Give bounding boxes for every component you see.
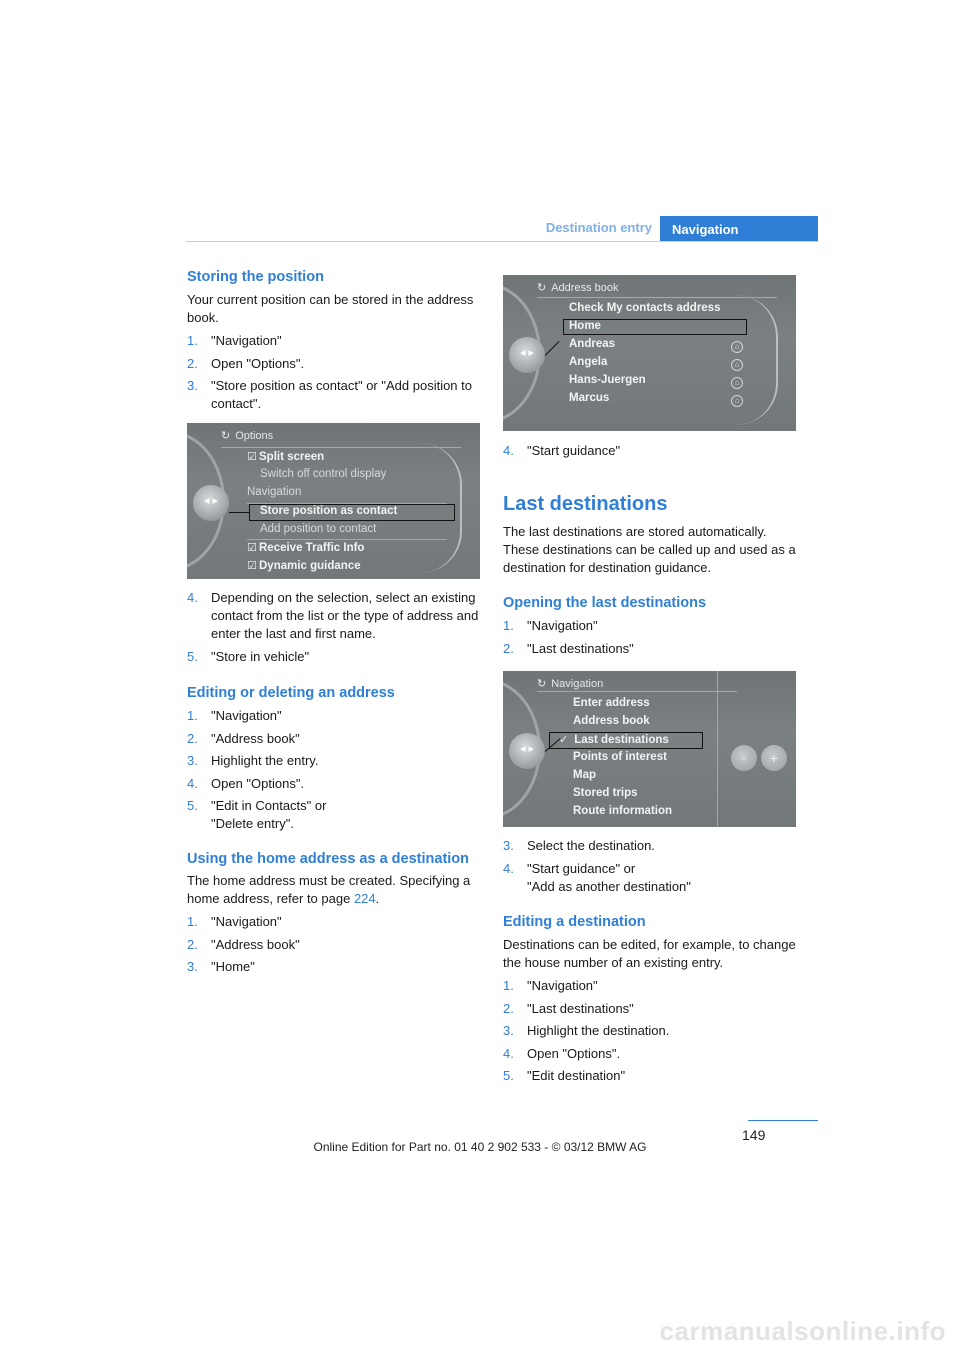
- list-item: 2. Open "Options".: [187, 355, 305, 371]
- storing-steps-2: [187, 589, 483, 666]
- zoom-out-icon: ◦: [731, 745, 757, 771]
- list-item: 2. "Address book": [187, 936, 300, 952]
- menu-item-route-information: Route information: [573, 805, 673, 817]
- list-item: 3. Select the destination.: [503, 838, 655, 853]
- list-item: 4. Open "Options".: [503, 1045, 621, 1061]
- menu-item-switch-off: Switch off control display: [260, 468, 387, 480]
- last-destinations-section: [503, 492, 799, 658]
- header-chapter-tab: Navigation: [660, 216, 818, 242]
- list-item: 1. "Navigation": [503, 978, 598, 993]
- start-guidance-step: [503, 442, 799, 460]
- list-item: 3. "Store position as contact" or "Add position to contact".: [187, 378, 472, 412]
- list-item: 5. "Edit destination": [503, 1068, 626, 1084]
- address-book-screenshot: ◂ ▸ ↻ Address book Check My contacts address Home Andreas Angela Hans-Juergen Marcus ⌂ ⌂ ⌂ ⌂: [503, 275, 796, 431]
- editing-heading: Editing or deleting an address: [187, 685, 395, 701]
- list-item: 1. "Navigation": [187, 708, 282, 723]
- list-item: 1. "Navigation": [503, 618, 598, 633]
- editing-steps: [187, 707, 483, 833]
- edition-footer: Online Edition for Part no. 01 40 2 902 533 - © 03/12 BMW AG: [313, 1140, 647, 1154]
- storing-intro: Your current position can be stored in the address book.: [187, 292, 474, 325]
- list-item: 5. "Store in vehicle": [187, 648, 310, 664]
- navigation-screen-title: ↻ Navigation: [537, 678, 604, 690]
- storing-heading: Storing the position: [187, 269, 324, 285]
- checkbox-icon: ☑: [247, 560, 257, 572]
- address-steps-continued: [503, 442, 799, 460]
- contact-icon: ⌂: [731, 395, 743, 407]
- list-item: 3. Highlight the entry.: [187, 753, 319, 769]
- contact-icon: ⌂: [731, 341, 743, 353]
- menu-item-points-of-interest: Points of interest: [573, 751, 667, 763]
- list-item: 2. "Last destinations": [503, 1000, 634, 1016]
- opening-steps: [503, 617, 799, 658]
- opening-steps-2: [503, 837, 799, 896]
- options-screen-title: ↻ Options: [221, 430, 274, 442]
- list-item: 2. "Address book": [187, 730, 300, 746]
- check-icon: ✓: [559, 734, 569, 746]
- storing-steps-continued: [187, 589, 483, 666]
- menu-item-map: Map: [573, 769, 596, 781]
- list-item: 4. Depending on the selection, select an existing contact from the list or the type of address and enter the last and first name.: [187, 590, 479, 641]
- header-section-title: Destination entry: [545, 220, 652, 235]
- home-address-section: [187, 850, 483, 976]
- list-item: 5. "Edit in Contacts" or "Delete entry".: [187, 798, 327, 832]
- list-item: 1. "Navigation": [187, 333, 282, 348]
- storing-steps: [187, 332, 483, 413]
- zoom-in-icon: +: [761, 745, 787, 771]
- menu-item-navigation: Navigation: [247, 486, 302, 498]
- menu-item-store-position: Store position as contact: [260, 505, 398, 517]
- page-reference-link[interactable]: 224: [353, 891, 376, 906]
- editdest-steps: [503, 977, 799, 1085]
- menu-item-traffic-info: ☑ Receive Traffic Info: [247, 542, 365, 554]
- list-item: 1. "Navigation": [187, 914, 282, 929]
- contact-icon: ⌂: [731, 359, 743, 371]
- editing-destination-section: [503, 913, 799, 1085]
- editdest-intro: Destinations can be edited, for example, to change the house number of an existing entry.: [503, 937, 796, 970]
- list-item: 2. "Last destinations": [503, 640, 634, 656]
- page-number-rule: [748, 1120, 818, 1121]
- back-icon: ↻: [221, 430, 231, 442]
- options-menu-screenshot: ◂ ▸ ↻ Options ☑ Split screen Switch off control display Navigation Store position as contact Add position to contact ☑ Receive Traffic Info ☑ Dynamic guidance: [187, 423, 480, 579]
- list-item: 4. Open "Options".: [187, 775, 305, 791]
- home-intro: The home address must be created. Specifying a home address, refer to page 224.: [187, 873, 471, 906]
- list-item: 3. Highlight the destination.: [503, 1023, 670, 1039]
- menu-item-angela: Angela: [569, 356, 608, 368]
- list-item: 3. "Home": [187, 959, 255, 975]
- list-item: 4. "Start guidance" or "Add as another destination": [503, 860, 691, 894]
- last-destinations-heading: Last destinations: [503, 493, 668, 515]
- editing-address-section: [187, 684, 483, 833]
- storing-position-section: [187, 268, 483, 413]
- editdest-heading: Editing a destination: [503, 914, 646, 930]
- menu-item-add-position: Add position to contact: [260, 523, 377, 535]
- header-rule: [186, 241, 818, 242]
- menu-item-home: Home: [569, 320, 601, 332]
- last-destinations-intro: The last destinations are stored automatically. These destinations can be called up and used as a destination for destination guidance.: [503, 524, 796, 575]
- menu-item-last-destinations: ✓ Last destinations: [559, 734, 669, 746]
- page-number: 149: [742, 1127, 766, 1143]
- opening-steps-continued: [503, 837, 799, 896]
- menu-item-enter-address: Enter address: [573, 697, 650, 709]
- menu-item-check-contacts: Check My contacts address: [569, 302, 721, 314]
- back-icon: ↻: [537, 282, 547, 294]
- menu-item-hans-juergen: Hans-Juergen: [569, 374, 646, 386]
- contact-icon: ⌂: [731, 377, 743, 389]
- menu-item-andreas: Andreas: [569, 338, 616, 350]
- list-item: 4. "Start guidance": [503, 443, 621, 458]
- home-steps: [187, 913, 483, 976]
- menu-item-stored-trips: Stored trips: [573, 787, 638, 799]
- opening-heading: Opening the last destinations: [503, 595, 707, 611]
- checkbox-icon: ☑: [247, 542, 257, 554]
- menu-item-dynamic-guidance: ☑ Dynamic guidance: [247, 560, 361, 572]
- back-icon: ↻: [537, 678, 547, 690]
- navigation-menu-screenshot: ◂ ▸ ↻ Navigation Enter address Address book ✓ Last destinations Points of interest Map Stored trips Route information ◦ +: [503, 671, 796, 827]
- menu-item-marcus: Marcus: [569, 392, 610, 404]
- checkbox-icon: ☑: [247, 451, 257, 463]
- address-screen-title: ↻ Address book: [537, 282, 619, 294]
- menu-item-address-book: Address book: [573, 715, 650, 727]
- menu-item-split-screen: ☑ Split screen: [247, 451, 325, 463]
- watermark-logo: carmanualsonline.info: [659, 1316, 946, 1346]
- home-heading: Using the home address as a destination: [187, 851, 470, 867]
